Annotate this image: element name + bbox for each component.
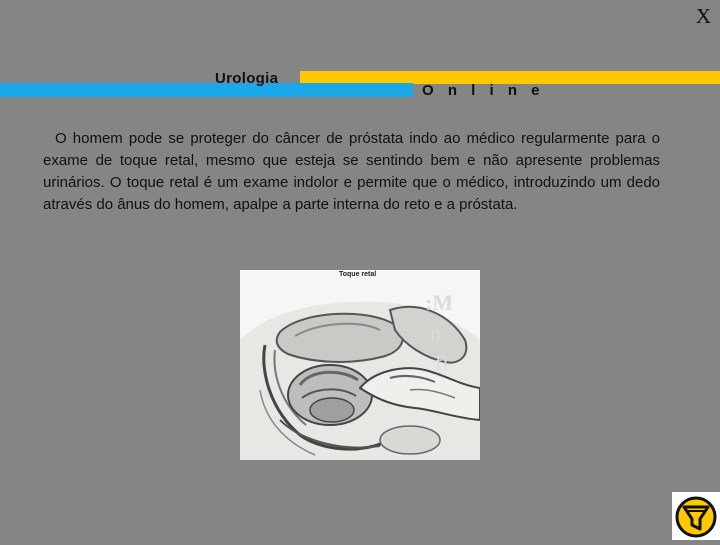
body-paragraph: O homem pode se proteger do câncer de próstata indo ao médico regularmente para o exame de toque retal, mesmo que esteja se sentindo bem e não apresente problemas urinários. O toque retal é um exame indolor e permite que o médico, introduzindo um dedo através do ânus do homem, apalpe a parte interna do reto e a próstata. xyxy=(43,130,660,213)
svg-text:n: n xyxy=(430,320,441,345)
anatomy-drawing xyxy=(240,270,480,460)
funnel-icon xyxy=(672,492,720,540)
svg-text::M: :M xyxy=(425,290,454,315)
close-button[interactable]: X xyxy=(695,4,711,28)
brand-title: Urologia xyxy=(215,70,279,87)
rectal-exam-illustration xyxy=(240,270,480,460)
header-blue-bar xyxy=(0,83,413,97)
funnel-button[interactable] xyxy=(672,492,720,540)
brand-subtitle: O n l i n e xyxy=(422,82,545,99)
figure-caption: Toque retal xyxy=(339,271,377,278)
svg-text:fi: fi xyxy=(435,350,449,375)
